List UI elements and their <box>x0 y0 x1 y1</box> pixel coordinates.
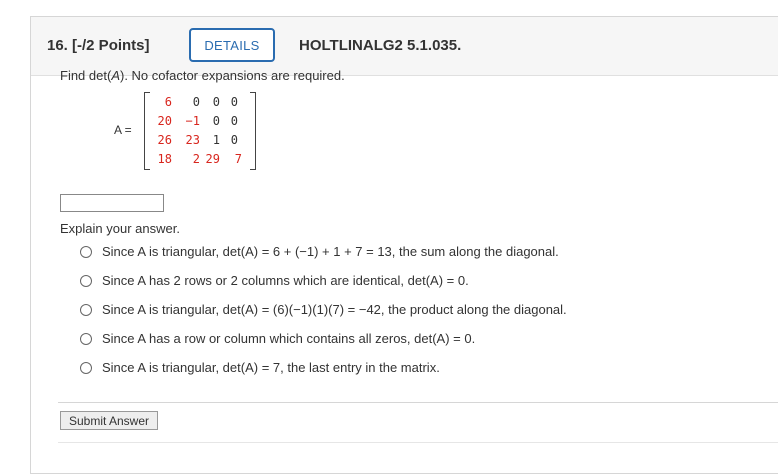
matrix-cell: 0 <box>230 95 238 109</box>
option-text: Since A has 2 rows or 2 columns which are identical, det(A) = 0. <box>102 273 469 288</box>
option-text: Since A is triangular, det(A) = 6 + (−1) + 1 + 7 = 13, the sum along the diagonal. <box>102 244 559 259</box>
matrix-cell: 7 <box>234 152 242 166</box>
matrix-label: A = <box>114 123 132 137</box>
matrix-cell: 0 <box>230 114 238 128</box>
matrix-cell: 0 <box>230 133 238 147</box>
explanation-option[interactable] <box>80 273 567 302</box>
radio-button[interactable] <box>80 304 92 316</box>
matrix-cell: 0 <box>192 95 200 109</box>
footer-divider <box>58 442 778 443</box>
determinant-answer-input[interactable] <box>60 194 164 212</box>
details-button[interactable]: DETAILS <box>189 28 275 62</box>
matrix-right-bracket <box>250 92 256 170</box>
matrix-cell: 6 <box>164 95 172 109</box>
question-number: 16. [-/2 Points] <box>47 37 150 54</box>
matrix-cell: 2 <box>192 152 200 166</box>
explanation-option[interactable] <box>80 331 567 360</box>
matrix-cell: 29 <box>205 152 220 166</box>
matrix-cell: 0 <box>212 114 220 128</box>
option-text: Since A has a row or column which contains all zeros, det(A) = 0. <box>102 331 476 346</box>
matrix <box>144 92 256 170</box>
section-divider <box>58 402 778 403</box>
matrix-cell: 23 <box>185 133 200 147</box>
option-text: Since A is triangular, det(A) = (6)(−1)(1)(7) = −42, the product along the diagonal. <box>102 302 567 317</box>
radio-button[interactable] <box>80 246 92 258</box>
explain-label: Explain your answer. <box>60 221 180 236</box>
radio-button[interactable] <box>80 362 92 374</box>
matrix-cell: −1 <box>185 114 200 128</box>
explanation-options <box>80 244 567 389</box>
radio-button[interactable] <box>80 333 92 345</box>
option-text: Since A is triangular, det(A) = 7, the last entry in the matrix. <box>102 360 440 375</box>
matrix-cell: 26 <box>157 133 172 147</box>
matrix-cell: 18 <box>157 152 172 166</box>
submit-answer-button[interactable]: Submit Answer <box>60 411 158 430</box>
matrix-cell: 0 <box>212 95 220 109</box>
explanation-option[interactable] <box>80 360 567 389</box>
explanation-option[interactable] <box>80 302 567 331</box>
matrix-left-bracket <box>144 92 150 170</box>
matrix-cell: 1 <box>212 133 220 147</box>
question-code: HOLTLINALG2 5.1.035. <box>299 37 462 54</box>
radio-button[interactable] <box>80 275 92 287</box>
explanation-option[interactable] <box>80 244 567 273</box>
matrix-cell: 20 <box>157 114 172 128</box>
question-prompt: Find det(A). No cofactor expansions are required. <box>60 68 345 83</box>
